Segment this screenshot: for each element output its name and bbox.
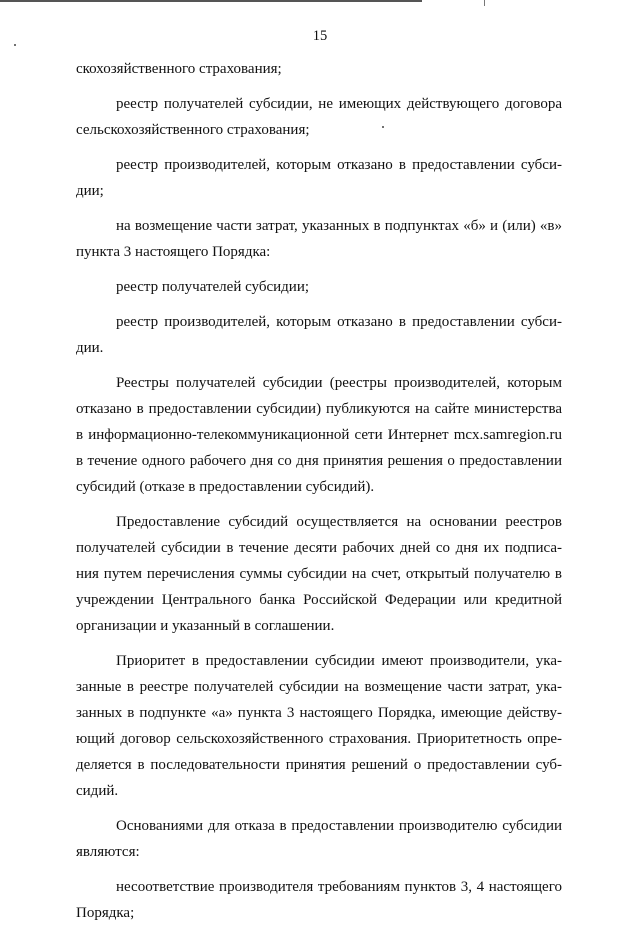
- paragraph: Приоритет в предоставлении субсидии имеют производители, ука-занные в реестре получателей субсидии на возмещение части затрат, ука-занных в подпункте «а» пункта 3 настоящего Порядка, имеющие действу-ющий договор сельскохозяйственного страхования. Приоритетность опре-деляется в последовательности принятия решений о предоставлении суб-сидий.: [76, 653, 562, 799]
- paragraph: скохозяйственного страхования;: [76, 61, 282, 77]
- document-body: [76, 56, 562, 926]
- paragraph: несоответствие производителя требованиям пунктов 3, 4 настоящего Порядка;: [76, 879, 562, 921]
- page-number: 15: [312, 28, 328, 44]
- scan-edge-line: [0, 0, 422, 2]
- paragraph: реестр получателей субсидии, не имеющих действующего договора сельскохозяйственного страхования;: [76, 96, 562, 138]
- paragraph: реестр производителей, которым отказано в предоставлении субси-дии.: [76, 314, 562, 356]
- paragraph: реестр производителей, которым отказано в предоставлении субси-дии;: [76, 157, 562, 199]
- paragraph: Основаниями для отказа в предоставлении производителю субсидии являются:: [76, 818, 562, 860]
- paragraph: на возмещение части затрат, указанных в подпунктах «б» и (или) «в» пункта 3 настоящего Порядка:: [76, 218, 562, 260]
- paragraph: Реестры получателей субсидии (реестры производителей, которым отказано в предоставлении субсидии) публикуются на сайте министерства в информационно-телекоммуникационной сети Интернет mcx.samregion.ru в течение одного рабочего дня со дня принятия решения о предоставлении субсидий (отказе в предоставлении субсидий).: [76, 375, 562, 495]
- scan-edge-tick: [484, 0, 485, 6]
- paragraph: Предоставление субсидий осуществляется на основании реестров получателей субсидии в течение десяти рабочих дней со дня их подписа-ния путем перечисления суммы субсидии на счет, открытый получателю в учреждении Центрального банка Российской Федерации или кредитной организации и указанный в соглашении.: [76, 514, 562, 634]
- paragraph: реестр получателей субсидии;: [116, 279, 310, 295]
